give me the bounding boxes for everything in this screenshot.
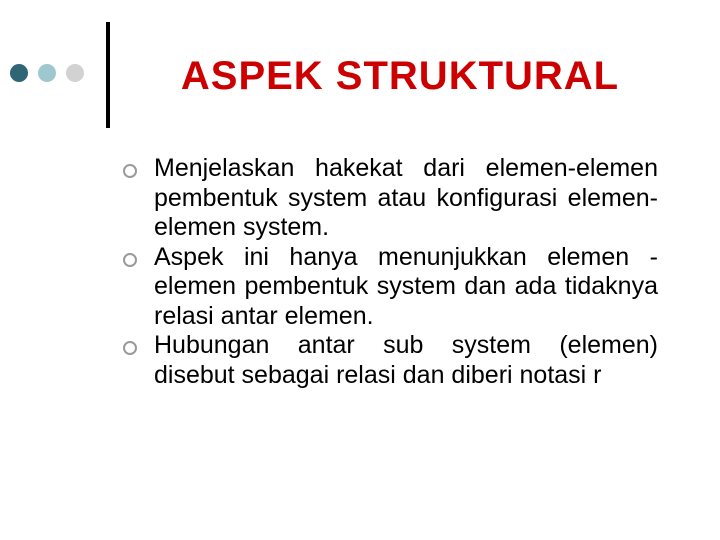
vertical-divider — [106, 22, 110, 128]
dot-dark-teal — [10, 64, 28, 82]
bullet-icon — [123, 253, 137, 267]
bullet-item — [154, 154, 658, 243]
dot-light-blue — [38, 64, 56, 82]
bullet-icon — [123, 341, 137, 355]
bullet-item — [154, 243, 658, 332]
bullet-list — [154, 154, 658, 390]
bullet-text: Hubungan antar sub system (elemen) disebut sebagai relasi dan diberi notasi r — [154, 331, 658, 389]
decorative-dots — [10, 64, 84, 82]
bullet-icon — [123, 164, 137, 178]
bullet-item — [154, 331, 658, 390]
slide-title: ASPEK STRUKTURAL — [180, 54, 620, 98]
bullet-text: Menjelaskan hakekat dari elemen-elemen pembentuk system atau konfigurasi elemen-elemen system. — [154, 154, 658, 241]
bullet-text: Aspek ini hanya menunjukkan elemen -elemen pembentuk system dan ada tidaknya relasi antar elemen. — [154, 242, 658, 330]
dot-gray — [66, 64, 84, 82]
